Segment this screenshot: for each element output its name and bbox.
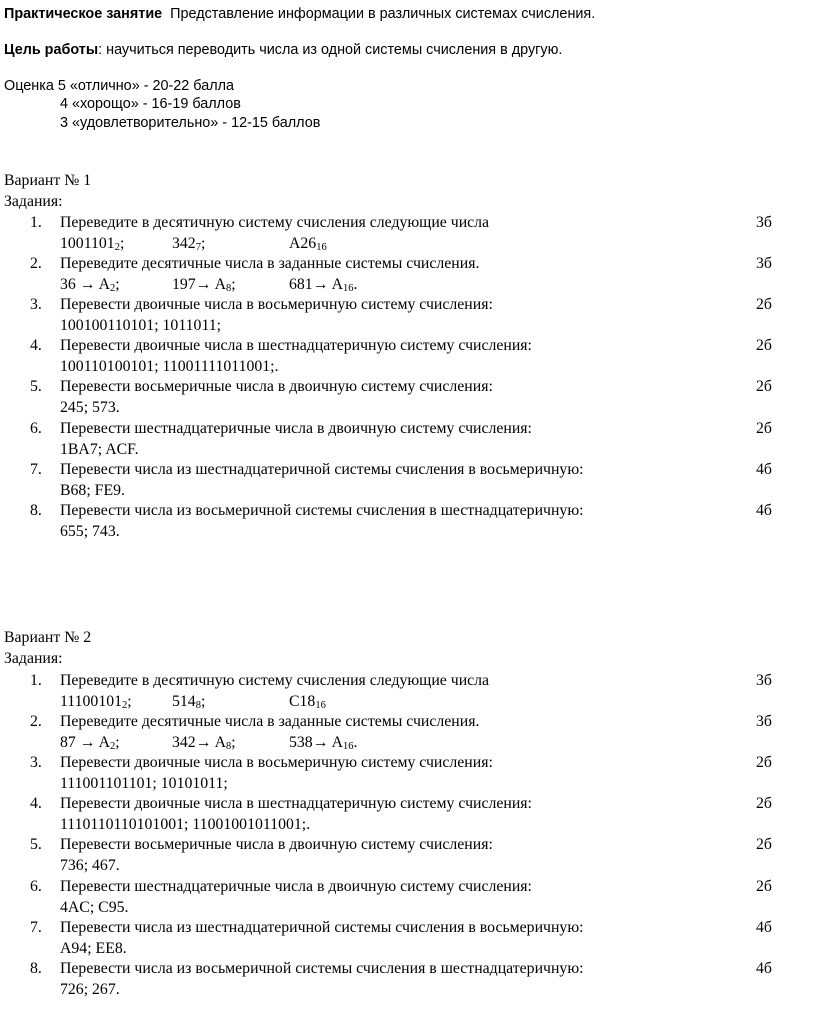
task-item (0, 337, 816, 381)
number-base: 2 (122, 700, 128, 711)
task-item (0, 878, 816, 922)
grade-5: Оценка 5 «отлично» - 20-22 балла (4, 78, 234, 94)
number-value: 197→ A (172, 276, 226, 294)
number-value: 1001101 (60, 235, 115, 252)
number-separator: ; (115, 734, 120, 752)
number-entry (172, 235, 289, 253)
task-values: 1BA7; ACF. (60, 440, 139, 458)
task-text: Перевести числа из шестнадцатеричной системы счисления в восьмеричную: (60, 460, 584, 478)
number-entry (289, 693, 389, 711)
number-entry (60, 235, 172, 253)
task-text: Перевести числа из восьмеричной системы счисления в шестнадцатеричную: (60, 959, 584, 977)
task-item (0, 713, 816, 757)
task-values: 655; 743. (60, 522, 120, 540)
task-number: 6. (30, 419, 42, 437)
task-points: 2б (756, 378, 772, 396)
variant-title: Вариант № 2 (4, 629, 92, 646)
task-values: 4AC; C95. (60, 898, 129, 916)
task-item (0, 420, 816, 464)
grade-3: 3 «удовлетворительно» - 12-15 баллов (60, 115, 321, 131)
task-points: 2б (756, 877, 772, 895)
task-points: 4б (756, 460, 772, 478)
task-text: Перевести двоичные числа в шестнадцатеричную систему счисления: (60, 795, 532, 813)
task-item (0, 960, 816, 1004)
task-number: 8. (30, 959, 42, 977)
task-points: 2б (756, 337, 772, 355)
number-base: 8 (225, 283, 232, 295)
task-item (0, 378, 816, 422)
task-points: 3б (756, 214, 772, 231)
number-entry (60, 276, 172, 294)
number-separator: . (353, 276, 358, 294)
practical-line (4, 6, 595, 22)
number-value: 514 (172, 693, 196, 710)
task-points: 2б (756, 795, 772, 813)
goal-label: Цель работы (4, 42, 99, 58)
task-values (60, 693, 389, 711)
task-item (0, 214, 816, 258)
number-entry (172, 276, 289, 294)
task-text: Перевести числа из восьмеричной системы счисления в шестнадцатеричную: (60, 501, 584, 519)
task-text: Перевести двоичные числа в восьмеричную систему счисления: (60, 754, 493, 772)
number-base: 16 (342, 283, 354, 295)
task-number: 7. (30, 918, 42, 936)
task-text: Переведите в десятичную систему счисления следующие числа (60, 214, 490, 231)
task-text: Перевести двоичные числа в шестнадцатеричную систему счисления: (60, 337, 532, 355)
task-points: 3б (756, 672, 772, 689)
task-values: 736; 467. (60, 857, 120, 875)
task-number: 1. (30, 672, 42, 689)
task-text: Перевести шестнадцатеричные числа в двоичную систему счисления: (60, 419, 532, 437)
task-values: 111001101101; 10101011; (60, 775, 228, 793)
task-number: 6. (30, 877, 42, 895)
number-base: 2 (110, 741, 116, 753)
number-value: A26 (289, 235, 317, 252)
task-text: Перевести двоичные числа в восьмеричную систему счисления: (60, 296, 493, 314)
number-entry (172, 693, 289, 711)
task-item (0, 296, 816, 340)
number-separator: ; (119, 235, 125, 252)
number-base: 16 (315, 700, 326, 711)
tasks-label: Задания: (4, 650, 63, 667)
task-points: 2б (756, 836, 772, 854)
task-item (0, 919, 816, 963)
task-number: 3. (30, 296, 42, 314)
task-number: 2. (30, 713, 42, 731)
task-points: 4б (756, 501, 772, 519)
task-values (60, 235, 389, 253)
task-values: 1110110110101001; 11001001011001;. (60, 816, 311, 834)
task-number: 4. (30, 337, 42, 355)
number-separator: ; (231, 734, 236, 752)
task-number: 3. (30, 754, 42, 772)
number-value: 342→ A (172, 734, 226, 752)
task-points: 4б (756, 918, 772, 936)
number-separator: ; (200, 235, 206, 252)
task-points: 2б (756, 754, 772, 772)
tasks-label: Задания: (4, 193, 63, 210)
task-points: 3б (756, 255, 772, 273)
number-base: 8 (225, 741, 232, 753)
task-points: 2б (756, 296, 772, 314)
task-text: Переведите десятичные числа в заданные системы счисления. (60, 255, 480, 273)
number-entry (289, 734, 389, 752)
task-values: 245; 573. (60, 399, 120, 417)
goal-line (4, 42, 562, 58)
number-entry (172, 734, 289, 752)
number-entry (60, 693, 172, 711)
number-entry (289, 276, 389, 294)
number-separator: ; (200, 693, 206, 710)
task-number: 7. (30, 460, 42, 478)
grade-4: 4 «хорощо» - 16-19 баллов (60, 96, 241, 112)
task-item (0, 754, 816, 798)
task-text: Переведите в десятичную систему счисления следующие числа (60, 672, 490, 689)
task-item (0, 461, 816, 505)
number-value: 681→ A (289, 276, 343, 294)
task-number: 2. (30, 255, 42, 273)
number-separator: ; (115, 276, 120, 294)
number-separator: . (353, 734, 358, 752)
task-number: 1. (30, 214, 42, 231)
number-separator: ; (231, 276, 236, 294)
number-value: 36 → A (60, 276, 111, 294)
number-base: 16 (342, 741, 354, 753)
task-values: 100100110101; 1011011; (60, 317, 222, 335)
task-values (60, 734, 389, 752)
number-entry (289, 235, 389, 253)
task-values: A94; EE8. (60, 939, 127, 957)
number-value: 538→ A (289, 734, 343, 752)
number-value: 87 → A (60, 734, 111, 752)
task-number: 8. (30, 501, 42, 519)
practical-label: Практическое занятие (4, 6, 163, 22)
task-item (0, 795, 816, 839)
task-points: 3б (756, 713, 772, 731)
variant-title: Вариант № 1 (4, 172, 92, 189)
number-base: 7 (195, 242, 201, 253)
number-value: C18 (289, 693, 316, 710)
task-text: Перевести числа из шестнадцатеричной системы счисления в восьмеричную: (60, 918, 584, 936)
number-base: 16 (316, 242, 327, 253)
task-values: 100110100101; 11001111011001;. (60, 358, 279, 376)
practical-text: Представление информации в различных системах счисления. (170, 6, 596, 22)
number-base: 2 (114, 242, 120, 253)
number-value: 342 (172, 235, 196, 252)
task-points: 4б (756, 959, 772, 977)
task-number: 5. (30, 836, 42, 854)
task-values: B68; FE9. (60, 481, 125, 499)
number-separator: ; (127, 693, 132, 710)
goal-text: : научиться переводить числа из одной системы счисления в другую. (98, 42, 563, 58)
number-base: 2 (110, 283, 116, 295)
task-number: 4. (30, 795, 42, 813)
task-values: 726; 267. (60, 980, 120, 998)
task-text: Перевести восьмеричные числа в двоичную систему счисления: (60, 836, 493, 854)
task-values (60, 276, 389, 294)
task-number: 5. (30, 378, 42, 396)
number-base: 8 (195, 700, 201, 711)
task-item (0, 672, 816, 716)
number-value: 11100101 (60, 693, 123, 710)
task-item (0, 836, 816, 880)
task-text: Перевести восьмеричные числа в двоичную систему счисления: (60, 378, 493, 396)
number-entry (60, 734, 172, 752)
task-text: Переведите десятичные числа в заданные системы счисления. (60, 713, 480, 731)
task-item (0, 502, 816, 546)
task-points: 2б (756, 419, 772, 437)
task-text: Перевести шестнадцатеричные числа в двоичную систему счисления: (60, 877, 532, 895)
task-item (0, 255, 816, 299)
